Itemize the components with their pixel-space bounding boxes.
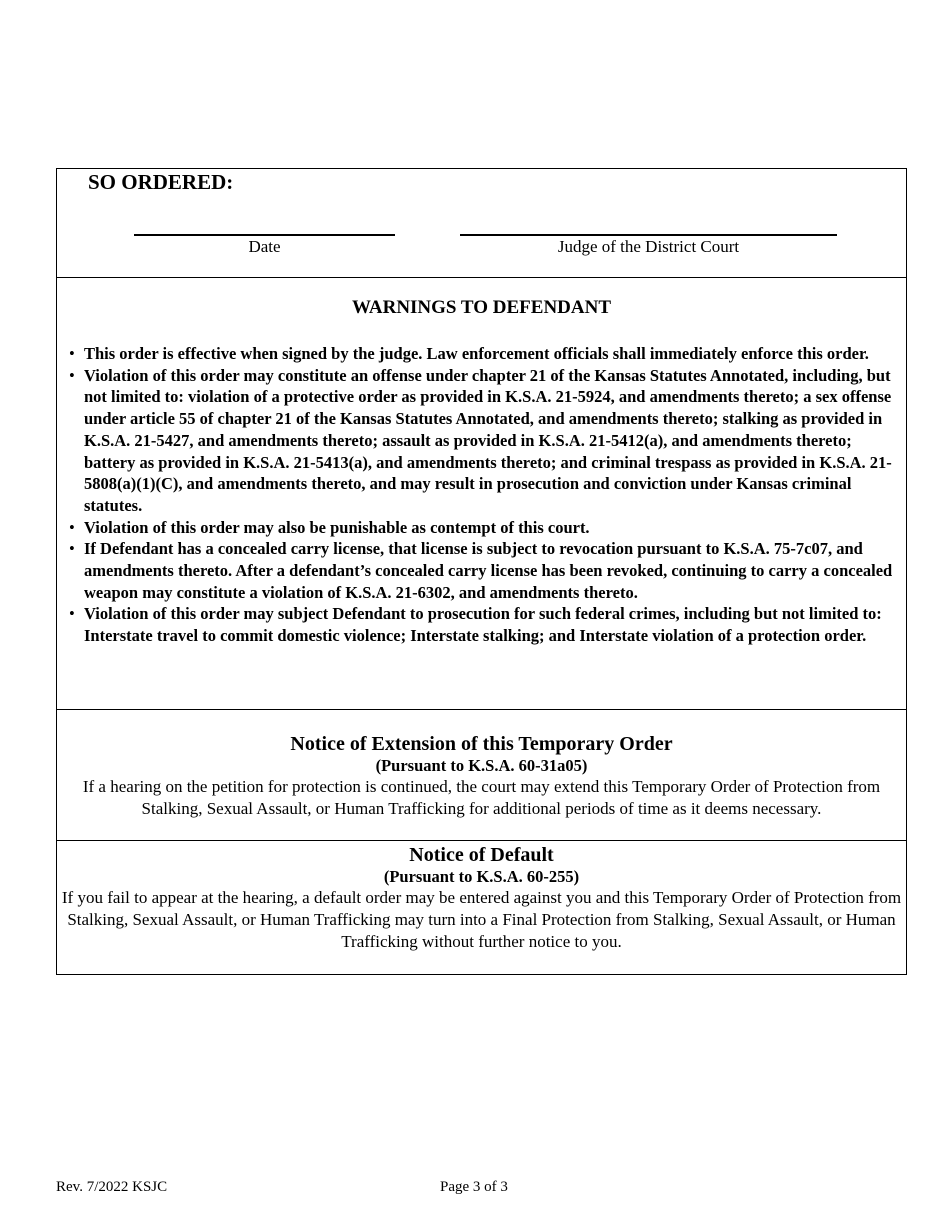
order-form-box <box>56 168 907 975</box>
warning-item <box>57 365 906 517</box>
warning-text: Violation of this order may constitute an offense under chapter 21 of the Kansas Statutes Annotated, including, but not limited to: violation of a protective order as provided in K.S.A. 21-5924, and amendments thereto; a sex offense under article 55 of chapter 21 of the Kansas Statutes Annotated, and amendments thereto; stalking as provided in K.S.A. 21-5427, and amendments thereto; assault as provided in K.S.A. 21-5412(a), and amendments thereto; battery as provided in K.S.A. 21-5413(a), and amendments thereto; and criminal trespass as provided in K.S.A. 21-5808(a)(1)(C), and amendments thereto, and may result in prosecution and conviction under Kansas criminal statutes. <box>84 365 892 515</box>
bullet-icon: • <box>69 344 75 363</box>
date-signature-line <box>134 234 395 236</box>
revision-footer: Rev. 7/2022 KSJC <box>56 1179 168 1195</box>
warning-text: If Defendant has a concealed carry license, that license is subject to revocation pursuant to K.S.A. 75-7c07, and amendments thereto. After a defendant’s concealed carry license has been revoked, continuing to carry a concealed weapon may constitute a violation of K.S.A. 21-6302, and amendments thereto. <box>84 539 893 602</box>
bullet-icon: • <box>69 539 75 559</box>
default-subtitle: (Pursuant to K.S.A. 60-255) <box>383 867 580 886</box>
warnings-section <box>57 278 906 710</box>
warning-item <box>57 538 906 603</box>
extension-title: Notice of Extension of this Temporary Order <box>290 733 673 755</box>
judge-signature-line <box>460 234 837 236</box>
warning-text: This order is effective when signed by the judge. Law enforcement officials shall immediately enforce this order. <box>84 344 869 363</box>
so-ordered-title: SO ORDERED: <box>88 170 234 194</box>
extension-notice-section <box>57 710 906 841</box>
bullet-icon: • <box>69 517 75 537</box>
default-title: Notice of Default <box>409 844 554 866</box>
bullet-icon: • <box>69 604 75 624</box>
warning-item <box>57 343 906 365</box>
bullet-icon: • <box>69 365 75 385</box>
so-ordered-section <box>57 169 906 278</box>
default-body: If you fail to appear at the hearing, a default order may be entered against you and this Temporary Order of Protection from Stalking, Sexual Assault, or Human Trafficking may turn into a Final Protection from Stalking, Sexual Assault, or Human Trafficking without further notice to you. <box>61 888 902 951</box>
date-label: Date <box>248 237 281 256</box>
warning-text: Violation of this order may subject Defendant to prosecution for such federal crimes, including but not limited to: Interstate travel to commit domestic violence; Interstate stalking; and Interstate violation of a protection order. <box>84 604 882 646</box>
page-number: Page 3 of 3 <box>440 1179 508 1195</box>
warning-item <box>57 517 906 539</box>
extension-subtitle: (Pursuant to K.S.A. 60-31a05) <box>375 756 588 775</box>
warning-text: Violation of this order may also be punishable as contempt of this court. <box>84 517 590 537</box>
warnings-list <box>57 343 906 647</box>
default-notice-section <box>57 841 906 974</box>
judge-label: Judge of the District Court <box>557 237 740 256</box>
warnings-title: WARNINGS TO DEFENDANT <box>351 297 611 318</box>
warning-item <box>57 603 906 646</box>
extension-body: If a hearing on the petition for protection is continued, the court may extend this Temporary Order of Protection from Stalking, Sexual Assault, or Human Trafficking for additional periods of time as it deems necessary. <box>82 777 881 818</box>
